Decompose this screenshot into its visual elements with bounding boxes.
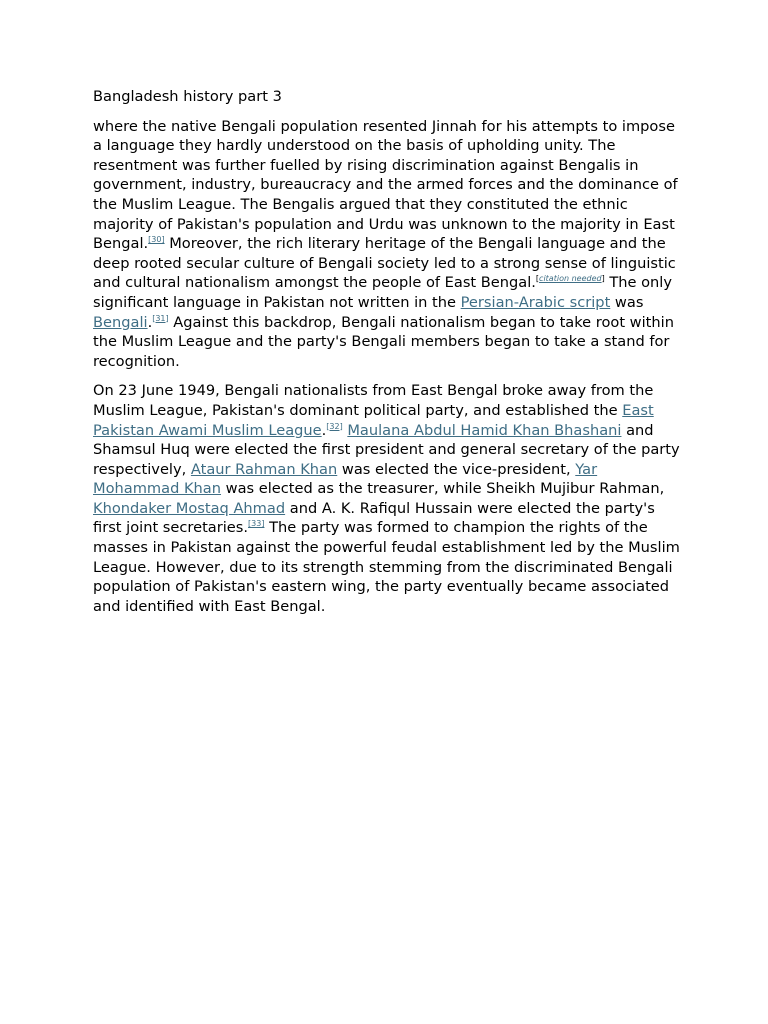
citation-33-link[interactable]: [33] [248, 519, 265, 529]
link-east-pakistan-awami-muslim-league[interactable]: East Pakistan Awami Muslim League [93, 401, 654, 439]
text-run: Moreover, the rich literary heritage of the Bengali language and the deep rooted secular culture of Bengali society led to a strong sense of linguistic and cultural nationalism amongst the people of East Bengal. [93, 235, 676, 292]
text-run: was elected the vice-president, [337, 460, 576, 478]
link-bengali[interactable]: Bengali [93, 313, 148, 331]
link-yar-mohammad-khan[interactable]: Yar Mohammad Khan [93, 460, 598, 498]
text-run: . [321, 421, 327, 439]
text-run: where the native Bengali population resented Jinnah for his attempts to impose a language they hardly understood on the basis of upholding unity. The resentment was further fuelled by rising discrimination against Bengalis in government, industry, bureaucracy and the armed forces and the dominance of the Muslim League. The Bengalis argued that they constituted the ethnic majority of Pakistan's population and Urdu was unknown to the majority in East Bengal. [93, 117, 678, 253]
document-page [93, 87, 683, 626]
citation-31[interactable] [152, 314, 168, 323]
citation-needed-open: [ [535, 274, 540, 284]
citation-32[interactable] [326, 422, 342, 431]
link-persian-arabic-script[interactable]: Persian-Arabic script [460, 293, 611, 311]
text-run: Against this backdrop, Bengali nationalism began to take root within the Muslim League and the party's Bengali members began to take a stand for recognition. [93, 313, 674, 370]
citation-30[interactable] [148, 235, 164, 244]
link-maulana-abdul-hamid-khan-bhashani[interactable]: Maulana Abdul Hamid Khan Bhashani [347, 421, 622, 439]
paragraph-1 [93, 117, 683, 372]
citation-needed-close: ] [601, 274, 605, 284]
citation-30-link[interactable]: [30] [148, 235, 165, 245]
link-khondaker-mostaq-ahmad[interactable]: Khondaker Mostaq Ahmad [93, 499, 286, 517]
citation-31-link[interactable]: [31] [152, 313, 169, 323]
text-run: was [610, 293, 644, 311]
document-title: Bangladesh history part 3 [93, 88, 282, 105]
paragraph-2 [93, 381, 683, 616]
citation-needed-link[interactable]: citation needed [539, 274, 602, 284]
text-run: On 23 June 1949, Bengali nationalists from East Bengal broke away from the Muslim League, Pakistan's dominant political party, and established the [93, 382, 654, 419]
text-run: was elected as the treasurer, while Sheikh Mujibur Rahman, [221, 480, 665, 498]
citation-32-link[interactable]: [32] [326, 421, 343, 431]
text-run: and A. K. Rafiqul Hussain were elected the party's first joint secretaries. [93, 499, 655, 537]
text-run: . [147, 313, 153, 331]
citation-needed[interactable] [536, 274, 605, 283]
text-run: and Shamsul Huq were elected the first president and general secretary of the party respectively, [93, 421, 680, 478]
link-ataur-rahman-khan[interactable]: Ataur Rahman Khan [190, 460, 338, 478]
citation-33[interactable] [248, 519, 264, 528]
text-run: The only significant language in Pakistan not written in the [93, 274, 672, 311]
text-run: The party was formed to champion the rights of the masses in Pakistan against the powerful feudal establishment led by the Muslim League. However, due to its strength stemming from the discriminated Bengali population of Pakistan's eastern wing, the party eventually became associated and identified with East Bengal. [93, 519, 680, 615]
